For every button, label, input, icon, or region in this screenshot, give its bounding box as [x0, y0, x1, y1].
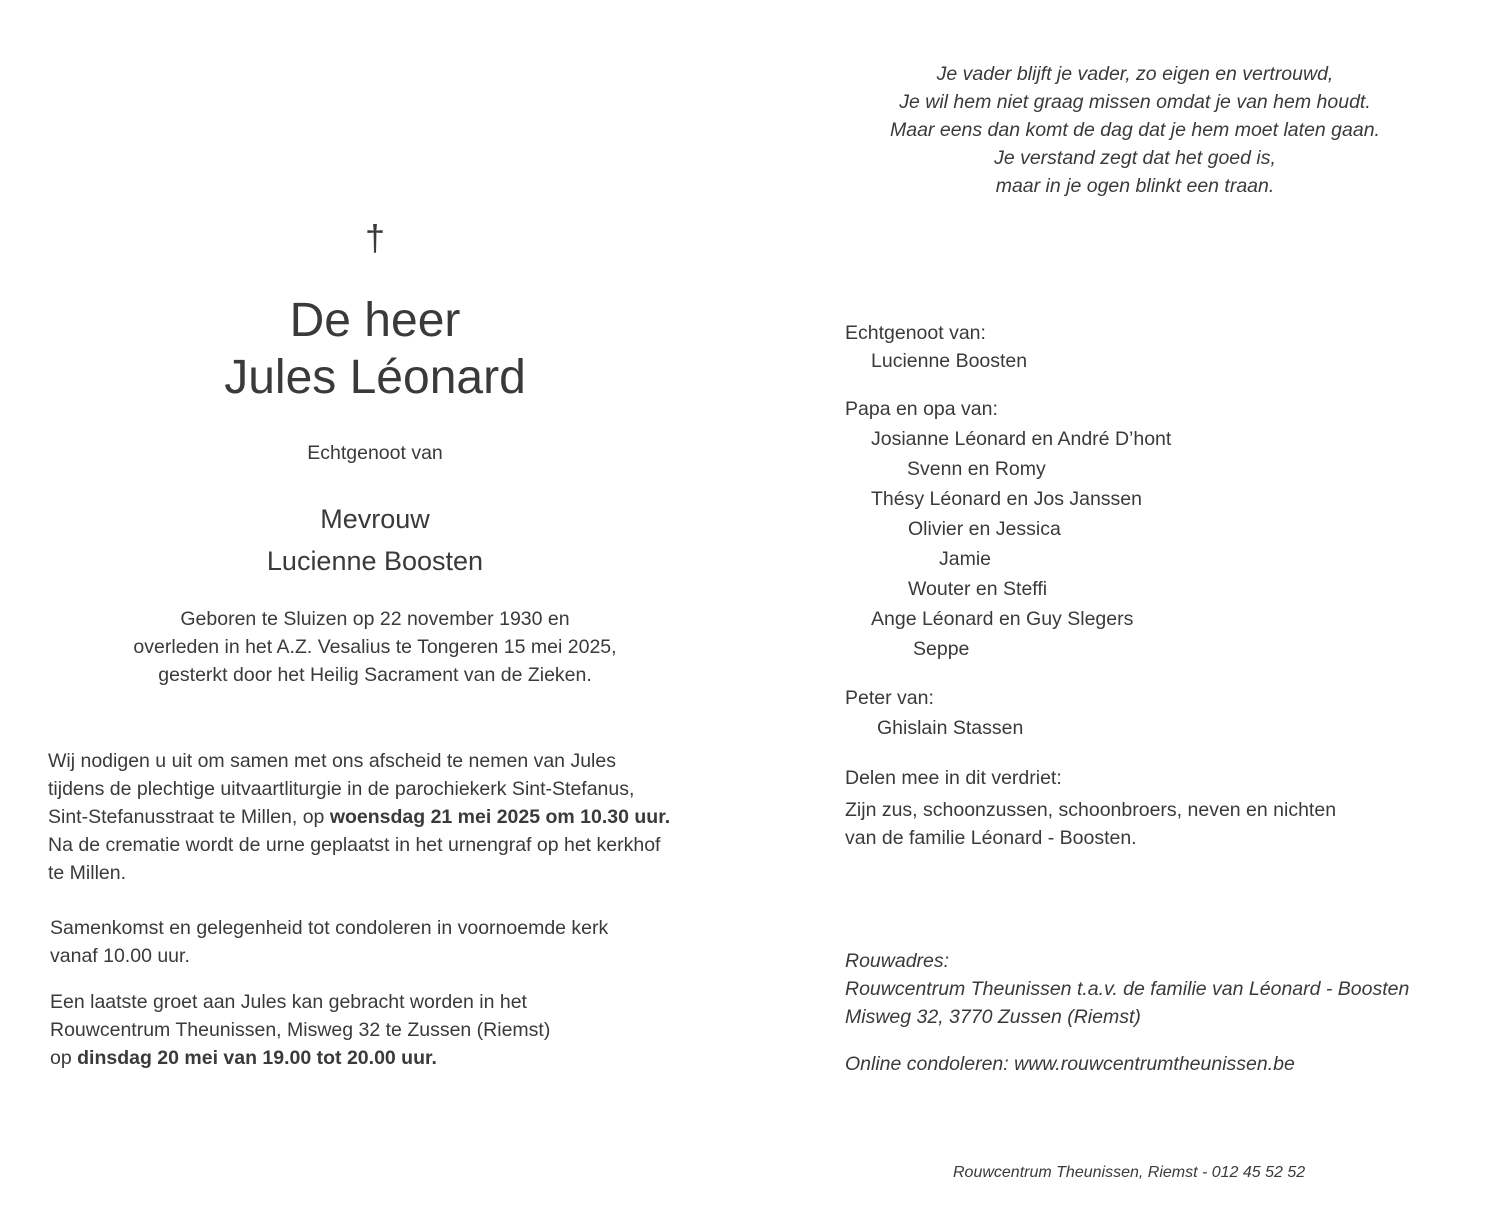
spouse-label: Echtgenoot van: [845, 322, 986, 344]
life-dates [0, 605, 750, 689]
poem-line: Je vader blijft je vader, zo eigen en vertrouwd, [936, 63, 1334, 85]
invitation-line [48, 803, 768, 831]
greeting-line: Rouwcentrum Theunissen, Misweg 32 te Zussen (Riemst) [50, 1019, 551, 1041]
family-member: Seppe [913, 638, 970, 660]
family-member: Svenn en Romy [907, 458, 1046, 480]
family-member: Jamie [939, 548, 992, 570]
life-line: overleden in het A.Z. Vesalius te Tongeren 15 mei 2025, [133, 636, 617, 658]
funeral-address [845, 947, 1409, 1031]
address-label: Rouwadres: [845, 950, 950, 972]
funeral-date: woensdag 21 mei 2025 om 10.30 uur. [329, 806, 671, 828]
invitation-line: Wij nodigen u uit om samen met ons afscheid te nemen van Jules [48, 750, 616, 772]
share-text [845, 796, 1336, 852]
invitation-text: Sint-Stefanusstraat te Millen, op [48, 806, 330, 828]
poem [835, 60, 1435, 200]
spouse-name: Lucienne Boosten [266, 546, 484, 576]
godfather-label: Peter van: [845, 687, 934, 709]
spouse-salutation: Mevrouw [320, 504, 430, 534]
online-condolence: Online condoleren: www.rouwcentrumtheunissen.be [845, 1053, 1295, 1075]
invitation-line: Na de crematie wordt de urne geplaatst in het urnengraf op het kerkhof [48, 834, 661, 856]
life-line: gesterkt door het Heilig Sacrament van de Zieken. [158, 664, 592, 686]
last-greeting [50, 988, 770, 1072]
share-line: van de familie Léonard - Boosten. [845, 827, 1137, 849]
poem-line: Maar eens dan komt de dag dat je hem moet laten gaan. [890, 119, 1380, 141]
greeting-line: Een laatste groet aan Jules kan gebracht worden in het [50, 991, 527, 1013]
family-member: Olivier en Jessica [908, 518, 1061, 540]
godfather-value: Ghislain Stassen [877, 717, 1024, 739]
share-line: Zijn zus, schoonzussen, schoonbroers, neven en nichten [845, 799, 1337, 821]
spouse-value: Lucienne Boosten [871, 350, 1028, 372]
share-label: Delen mee in dit verdriet: [845, 767, 1062, 789]
poem-line: maar in je ogen blinkt een traan. [995, 175, 1275, 197]
family-member: Josianne Léonard en André D’hont [871, 428, 1172, 450]
family-member: Wouter en Steffi [908, 578, 1048, 600]
family-member: Thésy Léonard en Jos Janssen [871, 488, 1143, 510]
greeting-line [50, 1044, 770, 1072]
invitation-line: tijdens de plechtige uitvaartliturgie in de parochiekerk Sint-Stefanus, [48, 778, 635, 800]
address-line: Rouwcentrum Theunissen t.a.v. de familie van Léonard - Boosten [845, 978, 1410, 1000]
address-line: Misweg 32, 3770 Zussen (Riemst) [845, 1006, 1141, 1028]
life-line: Geboren te Sluizen op 22 november 1930 en [180, 608, 570, 630]
greeting-text: op [50, 1047, 78, 1069]
salutation: De heer [289, 294, 461, 347]
gathering [50, 914, 770, 970]
deceased-title [0, 292, 750, 406]
deceased-name: Jules Léonard [224, 351, 526, 404]
poem-line: Je verstand zegt dat het goed is, [994, 147, 1276, 169]
poem-line: Je wil hem niet graag missen omdat je van hem houdt. [899, 91, 1371, 113]
footer-credit: Rouwcentrum Theunissen, Riemst - 012 45 52 52 [953, 1164, 1306, 1181]
spouse-intro: Echtgenoot van [307, 442, 443, 464]
cross-icon: † [364, 217, 386, 258]
greeting-date: dinsdag 20 mei van 19.00 tot 20.00 uur. [77, 1047, 437, 1069]
gathering-line: vanaf 10.00 uur. [50, 945, 190, 967]
family-member: Ange Léonard en Guy Slegers [871, 608, 1134, 630]
gathering-line: Samenkomst en gelegenheid tot condoleren in voornoemde kerk [50, 917, 609, 939]
spouse-block [0, 498, 750, 582]
family-label: Papa en opa van: [845, 398, 998, 420]
invitation [48, 747, 768, 887]
invitation-line: te Millen. [48, 862, 127, 884]
